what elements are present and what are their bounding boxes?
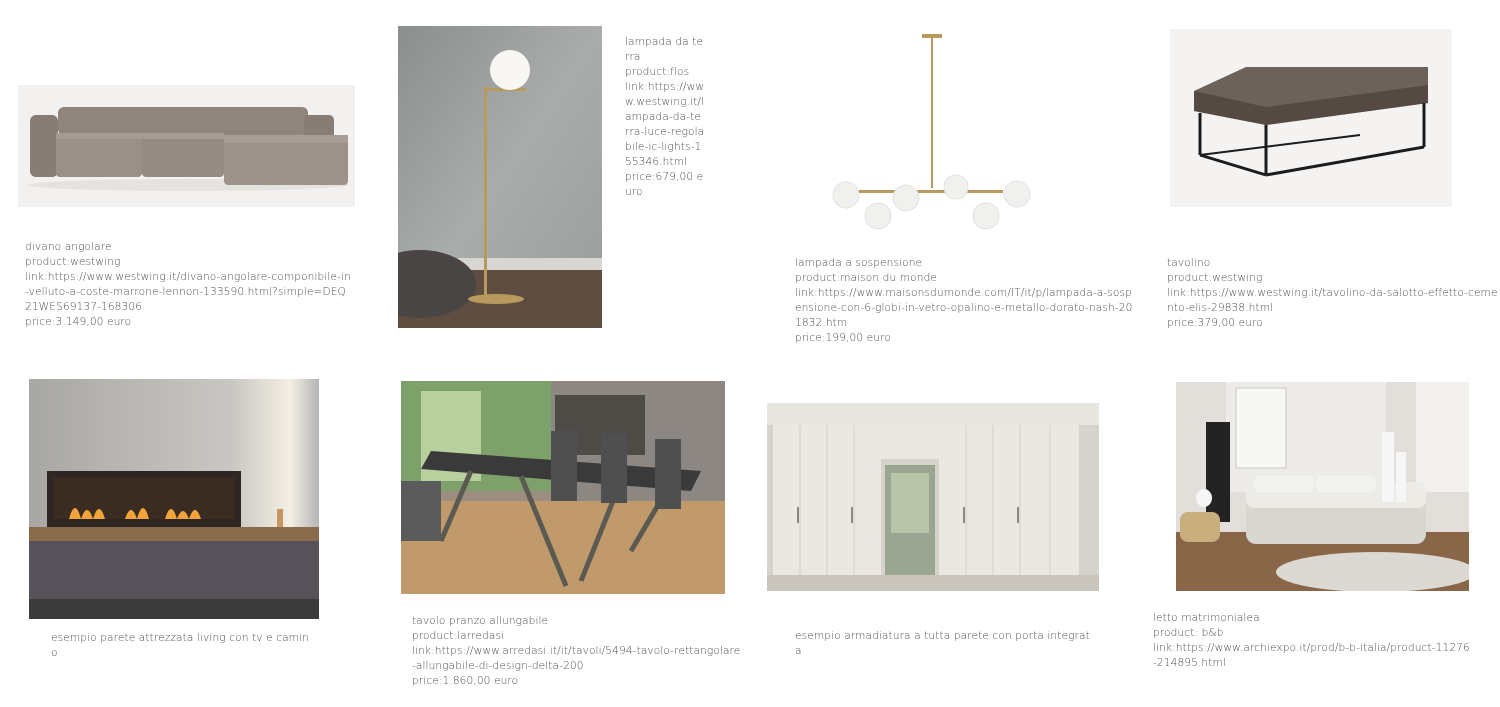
caption-title: esempio armadiatura a tutta parete con porta integrata: [795, 630, 1090, 657]
coffee-table-image: [1170, 29, 1452, 207]
caption-product: product:flos: [625, 66, 690, 78]
coffee-table-caption: [1167, 256, 1500, 331]
caption-product: product:westwing: [25, 256, 121, 268]
caption-link[interactable]: link:https://www.arredasi.it/it/tavoli/5494-tavolo-rettangolare-allungabile-di-design-delta-200: [412, 645, 741, 672]
caption-title: lampada a sospensione: [795, 257, 923, 269]
bed-caption: [1153, 611, 1471, 671]
caption-link[interactable]: link:https://www.westwing.it/tavolino-da-salotto-effetto-cemento-elis-29838.html: [1167, 287, 1498, 314]
caption-link[interactable]: link:https://www.archiexpo.it/prod/b-b-italia/product-11276-214895.html: [1153, 642, 1470, 669]
pendant-lamp-image: [828, 30, 1038, 235]
caption-price: price:379,00 euro: [1167, 317, 1263, 329]
fireplace-wall-image: [29, 379, 319, 619]
pendant-lamp-caption: [795, 256, 1135, 346]
caption-price: price:3.149,00 euro: [25, 316, 132, 328]
wardrobe-image: [767, 403, 1099, 591]
wardrobe-caption: [795, 629, 1095, 659]
caption-title: lampada da terra: [625, 36, 704, 63]
caption-product: product:maison du monde: [795, 272, 938, 284]
floor-lamp-image: [398, 26, 602, 328]
caption-link[interactable]: link:https://www.maisonsdumonde.com/IT/it/p/lampada-a-sospensione-con-6-globi-in-vetro-opalino-e-metallo-dorato-nash-201832.htm: [795, 287, 1133, 329]
caption-link[interactable]: link:https://www.westwing.it/divano-angolare-componibile-in-velluto-a-coste-marrone-lennon-133590.html?simple=DEQ21WES69137-168306: [25, 271, 351, 313]
caption-price: price:679,00 euro: [625, 171, 704, 198]
bed-image: [1176, 382, 1469, 591]
caption-product: product:larredasi: [412, 630, 505, 642]
caption-price: price:199,00 euro: [795, 332, 891, 344]
sofa-caption: [25, 240, 351, 330]
caption-title: letto matrimonialea: [1153, 612, 1260, 624]
caption-link[interactable]: link:https://www.westwing.it/lampada-da-terra-luce-regolabile-ic-lights-155346.html: [625, 81, 705, 168]
caption-product: product: b&b: [1153, 627, 1224, 639]
floor-lamp-caption: [625, 35, 705, 200]
caption-title: divano angolare: [25, 241, 112, 253]
dining-table-image: [401, 381, 725, 594]
dining-table-caption: [412, 614, 744, 689]
caption-title: tavolino: [1167, 257, 1211, 269]
fireplace-caption: [51, 631, 311, 661]
caption-title: esempio parete attrezzata living con tv e camino: [51, 632, 309, 659]
caption-price: price:1.860,00 euro: [412, 675, 519, 687]
caption-product: product:westwing: [1167, 272, 1263, 284]
sofa-image: [18, 85, 355, 207]
caption-title: tavolo pranzo allungabile: [412, 615, 549, 627]
